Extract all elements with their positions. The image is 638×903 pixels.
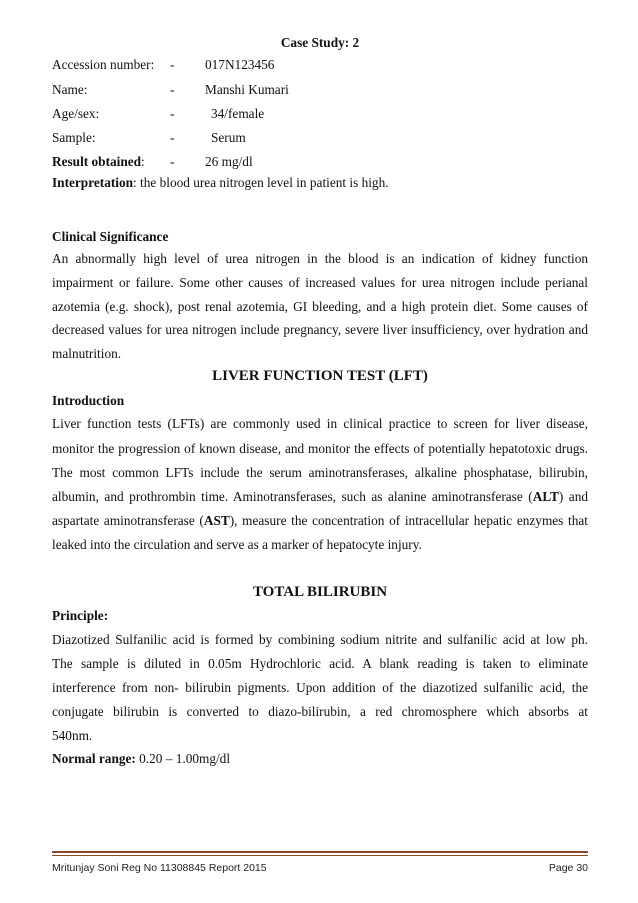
field-label-accession: Accession number: (52, 57, 155, 72)
case-study-title: Case Study: 2 (280, 35, 360, 50)
lft-line-5 (52, 512, 588, 530)
clinical-line-2: impairment or failure. Some other causes of increased values for urea nitrogen include perianal (52, 275, 588, 290)
clinical-line-4: decreased values for urea nitrogen include pregnancy, severe liver insufficiency, over hydration and (52, 322, 588, 337)
field-sep-result: - (170, 154, 175, 169)
lft-line-5-tail: ), measure the concentration of intracellular hepatic enzymes that (229, 513, 588, 528)
field-sep-agesex: - (170, 106, 175, 121)
clinical-line-1: An abnormally high level of urea nitrogen in the blood is an indication of kidney function (52, 251, 588, 266)
lft-line-1: Liver function tests (LFTs) are commonly used in clinical practice to screen for liver disease, (52, 416, 588, 431)
field-sep-accession: - (170, 57, 175, 72)
lft-line-4-tail: ) and (558, 489, 588, 504)
field-result (52, 153, 145, 171)
footer-author: Mritunjay Soni Reg No 11308845 Report 2015 (52, 862, 267, 874)
lft-line-3: The most common LFTs include the serum aminotransferases, alkaline phosphatase, bilirubin, (52, 465, 588, 480)
field-sep-name: - (170, 82, 175, 97)
lft-line-5-text: aspartate aminotransferase ( (52, 513, 204, 528)
lft-title: LIVER FUNCTION TEST (LFT) (212, 368, 428, 384)
normal-range (52, 750, 230, 768)
ast-abbr: AST (203, 513, 230, 528)
field-value-sample: Serum (211, 130, 246, 145)
field-label-result-colon: : (141, 154, 145, 169)
bilirubin-line-1: Diazotized Sulfanilic acid is formed by combining sodium nitrite and sulfanilic acid at low ph. (52, 632, 588, 647)
footer-divider-thin (52, 855, 588, 856)
page-number: Page 30 (548, 862, 588, 874)
field-value-name: Manshi Kumari (205, 82, 289, 97)
bilirubin-title: TOTAL BILIRUBIN (252, 584, 388, 600)
bilirubin-line-2: The sample is diluted in 0.05m Hydrochloric acid. A blank reading is taken to eliminate (52, 656, 588, 671)
field-value-result: 26 mg/dl (205, 154, 253, 169)
bilirubin-line-5: 540nm. (52, 728, 93, 743)
field-value-accession: 017N123456 (205, 57, 275, 72)
bilirubin-line-3: interference from non- bilirubin pigments. Upon addition of the diazotized sulfanilic acid, the (52, 680, 588, 695)
field-sep-sample: - (170, 130, 175, 145)
field-label-result: Result obtained (52, 154, 142, 169)
interpretation-text: : the blood urea nitrogen level in patient is high. (133, 175, 389, 190)
lft-line-6: leaked into the circulation and serve as a marker of hepatocyte injury. (52, 537, 422, 552)
lft-intro-heading: Introduction (52, 393, 125, 408)
normal-range-label: Normal range: (52, 751, 136, 766)
clinical-line-3: azotemia (e.g. shock), post renal azotemia, GI bleeding, and a high protein diet. Some causes of (52, 299, 588, 314)
bilirubin-line-4: conjugate bilirubin is converted to diazo-bilirubin, a red chromosphere which absorbs at (52, 704, 588, 719)
interpretation-label: Interpretation (52, 175, 134, 190)
clinical-heading: Clinical Significance (52, 229, 169, 244)
field-label-agesex: Age/sex: (52, 106, 100, 121)
field-label-name: Name: (52, 82, 88, 97)
footer-divider (52, 851, 588, 853)
field-label-sample: Sample: (52, 130, 96, 145)
clinical-line-5: malnutrition. (52, 346, 122, 361)
lft-line-4-text: albumin, and prothrombin time. Aminotransferases, such as alanine aminotransferase ( (52, 489, 533, 504)
normal-range-value: 0.20 – 1.00mg/dl (135, 751, 231, 766)
principle-heading: Principle: (52, 608, 109, 623)
interpretation (52, 174, 389, 192)
alt-abbr: ALT (532, 489, 559, 504)
lft-line-4 (52, 488, 588, 506)
lft-line-2: monitor the progression of known disease, and monitor the effects of potentially hepatotoxic drugs. (52, 441, 588, 456)
field-value-agesex: 34/female (211, 106, 265, 121)
